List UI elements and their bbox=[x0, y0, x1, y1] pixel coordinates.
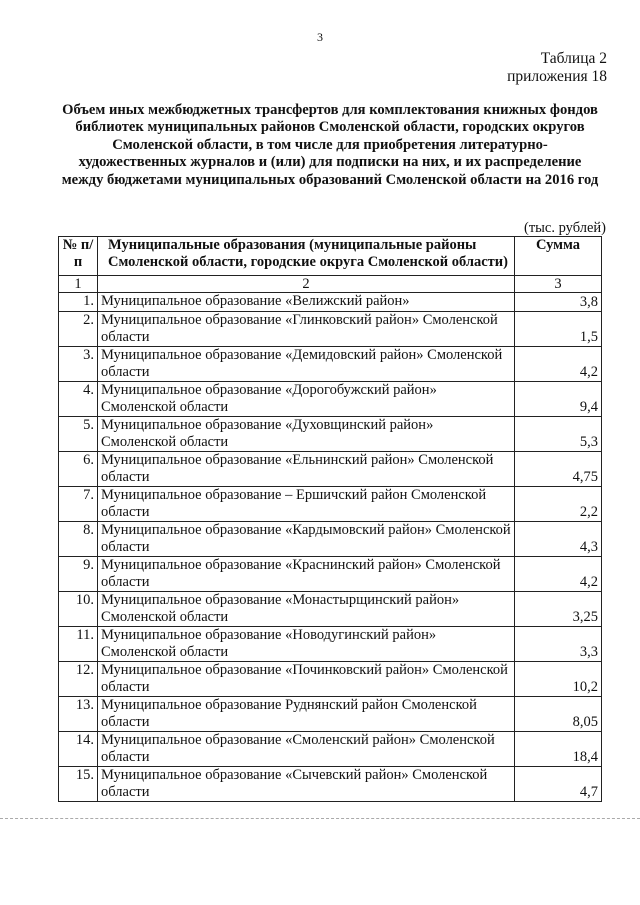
row-name: Муниципальное образование «Дорогобужский район» Смоленской области bbox=[98, 382, 515, 417]
table-row bbox=[59, 522, 602, 557]
row-sum: 4,2 bbox=[515, 557, 602, 592]
table-row bbox=[59, 767, 602, 802]
row-name: Муниципальное образование «Демидовский район» Смоленской области bbox=[98, 347, 515, 382]
row-sum: 1,5 bbox=[515, 312, 602, 347]
table-row bbox=[59, 697, 602, 732]
table-row bbox=[59, 382, 602, 417]
row-num: 1. bbox=[59, 293, 98, 312]
row-sum: 4,7 bbox=[515, 767, 602, 802]
row-num: 3. bbox=[59, 347, 98, 382]
table-row bbox=[59, 312, 602, 347]
row-sum: 8,05 bbox=[515, 697, 602, 732]
appendix-reference bbox=[507, 50, 607, 86]
row-name: Муниципальное образование – Ершичский район Смоленской области bbox=[98, 487, 515, 522]
row-sum: 4,3 bbox=[515, 522, 602, 557]
table-row bbox=[59, 452, 602, 487]
row-num: 13. bbox=[59, 697, 98, 732]
row-num: 15. bbox=[59, 767, 98, 802]
table-row bbox=[59, 417, 602, 452]
row-name: Муниципальное образование Руднянский район Смоленской области bbox=[98, 697, 515, 732]
page-number: 3 bbox=[317, 30, 323, 44]
table-row bbox=[59, 732, 602, 767]
header-num: № п/п bbox=[59, 237, 98, 276]
appendix-table-label: Таблица 2 bbox=[540, 50, 607, 67]
row-num: 11. bbox=[59, 627, 98, 662]
table-row bbox=[59, 293, 602, 312]
table-row bbox=[59, 557, 602, 592]
row-name: Муниципальное образование «Краснинский район» Смоленской области bbox=[98, 557, 515, 592]
table-row bbox=[59, 347, 602, 382]
transfers-table bbox=[58, 236, 602, 802]
row-name: Муниципальное образование «Ельнинский район» Смоленской области bbox=[98, 452, 515, 487]
document-title: Объем иных межбюджетных трансфертов для комплектования книжных фондов библиотек муниципальных районов Смоленской области, городских округов Смоленской области, в том числе для приобретения литературно-художественных журналов и (или) для подписки на них, и их распределение между бюджетами муниципальных образований Смоленской области на 2016 год bbox=[61, 102, 599, 188]
table-header-row bbox=[59, 237, 602, 276]
row-num: 4. bbox=[59, 382, 98, 417]
row-name: Муниципальное образование «Починковский район» Смоленской области bbox=[98, 662, 515, 697]
row-num: 8. bbox=[59, 522, 98, 557]
row-num: 9. bbox=[59, 557, 98, 592]
row-name: Муниципальное образование «Смоленский район» Смоленской области bbox=[98, 732, 515, 767]
row-sum: 3,25 bbox=[515, 592, 602, 627]
row-name: Муниципальное образование «Велижский район» bbox=[98, 293, 515, 312]
row-sum: 3,3 bbox=[515, 627, 602, 662]
appendix-number-label: приложения 18 bbox=[507, 68, 607, 85]
row-sum: 18,4 bbox=[515, 732, 602, 767]
scan-edge-line bbox=[0, 818, 640, 819]
row-num: 2. bbox=[59, 312, 98, 347]
row-sum: 2,2 bbox=[515, 487, 602, 522]
units-label: (тыс. рублей) bbox=[524, 220, 606, 236]
row-num: 5. bbox=[59, 417, 98, 452]
table-row bbox=[59, 662, 602, 697]
row-sum: 10,2 bbox=[515, 662, 602, 697]
row-name: Муниципальное образование «Кардымовский район» Смоленской области bbox=[98, 522, 515, 557]
row-num: 10. bbox=[59, 592, 98, 627]
column-index-row bbox=[59, 276, 602, 293]
index-cell: 2 bbox=[98, 276, 515, 293]
row-sum: 4,2 bbox=[515, 347, 602, 382]
index-cell: 1 bbox=[59, 276, 98, 293]
table-row bbox=[59, 487, 602, 522]
table-row bbox=[59, 627, 602, 662]
row-sum: 3,8 bbox=[515, 293, 602, 312]
row-name: Муниципальное образование «Духовщинский район» Смоленской области bbox=[98, 417, 515, 452]
header-name: Муниципальные образования (муниципальные районы Смоленской области, городские округа Смоленской области) bbox=[98, 237, 515, 276]
row-num: 6. bbox=[59, 452, 98, 487]
index-cell: 3 bbox=[515, 276, 602, 293]
row-sum: 5,3 bbox=[515, 417, 602, 452]
header-sum: Сумма bbox=[515, 237, 602, 276]
row-num: 12. bbox=[59, 662, 98, 697]
row-sum: 9,4 bbox=[515, 382, 602, 417]
row-num: 7. bbox=[59, 487, 98, 522]
row-name: Муниципальное образование «Новодугинский район» Смоленской области bbox=[98, 627, 515, 662]
row-num: 14. bbox=[59, 732, 98, 767]
table-row bbox=[59, 592, 602, 627]
row-name: Муниципальное образование «Сычевский район» Смоленской области bbox=[98, 767, 515, 802]
row-name: Муниципальное образование «Монастырщинский район» Смоленской области bbox=[98, 592, 515, 627]
row-name: Муниципальное образование «Глинковский район» Смоленской области bbox=[98, 312, 515, 347]
row-sum: 4,75 bbox=[515, 452, 602, 487]
